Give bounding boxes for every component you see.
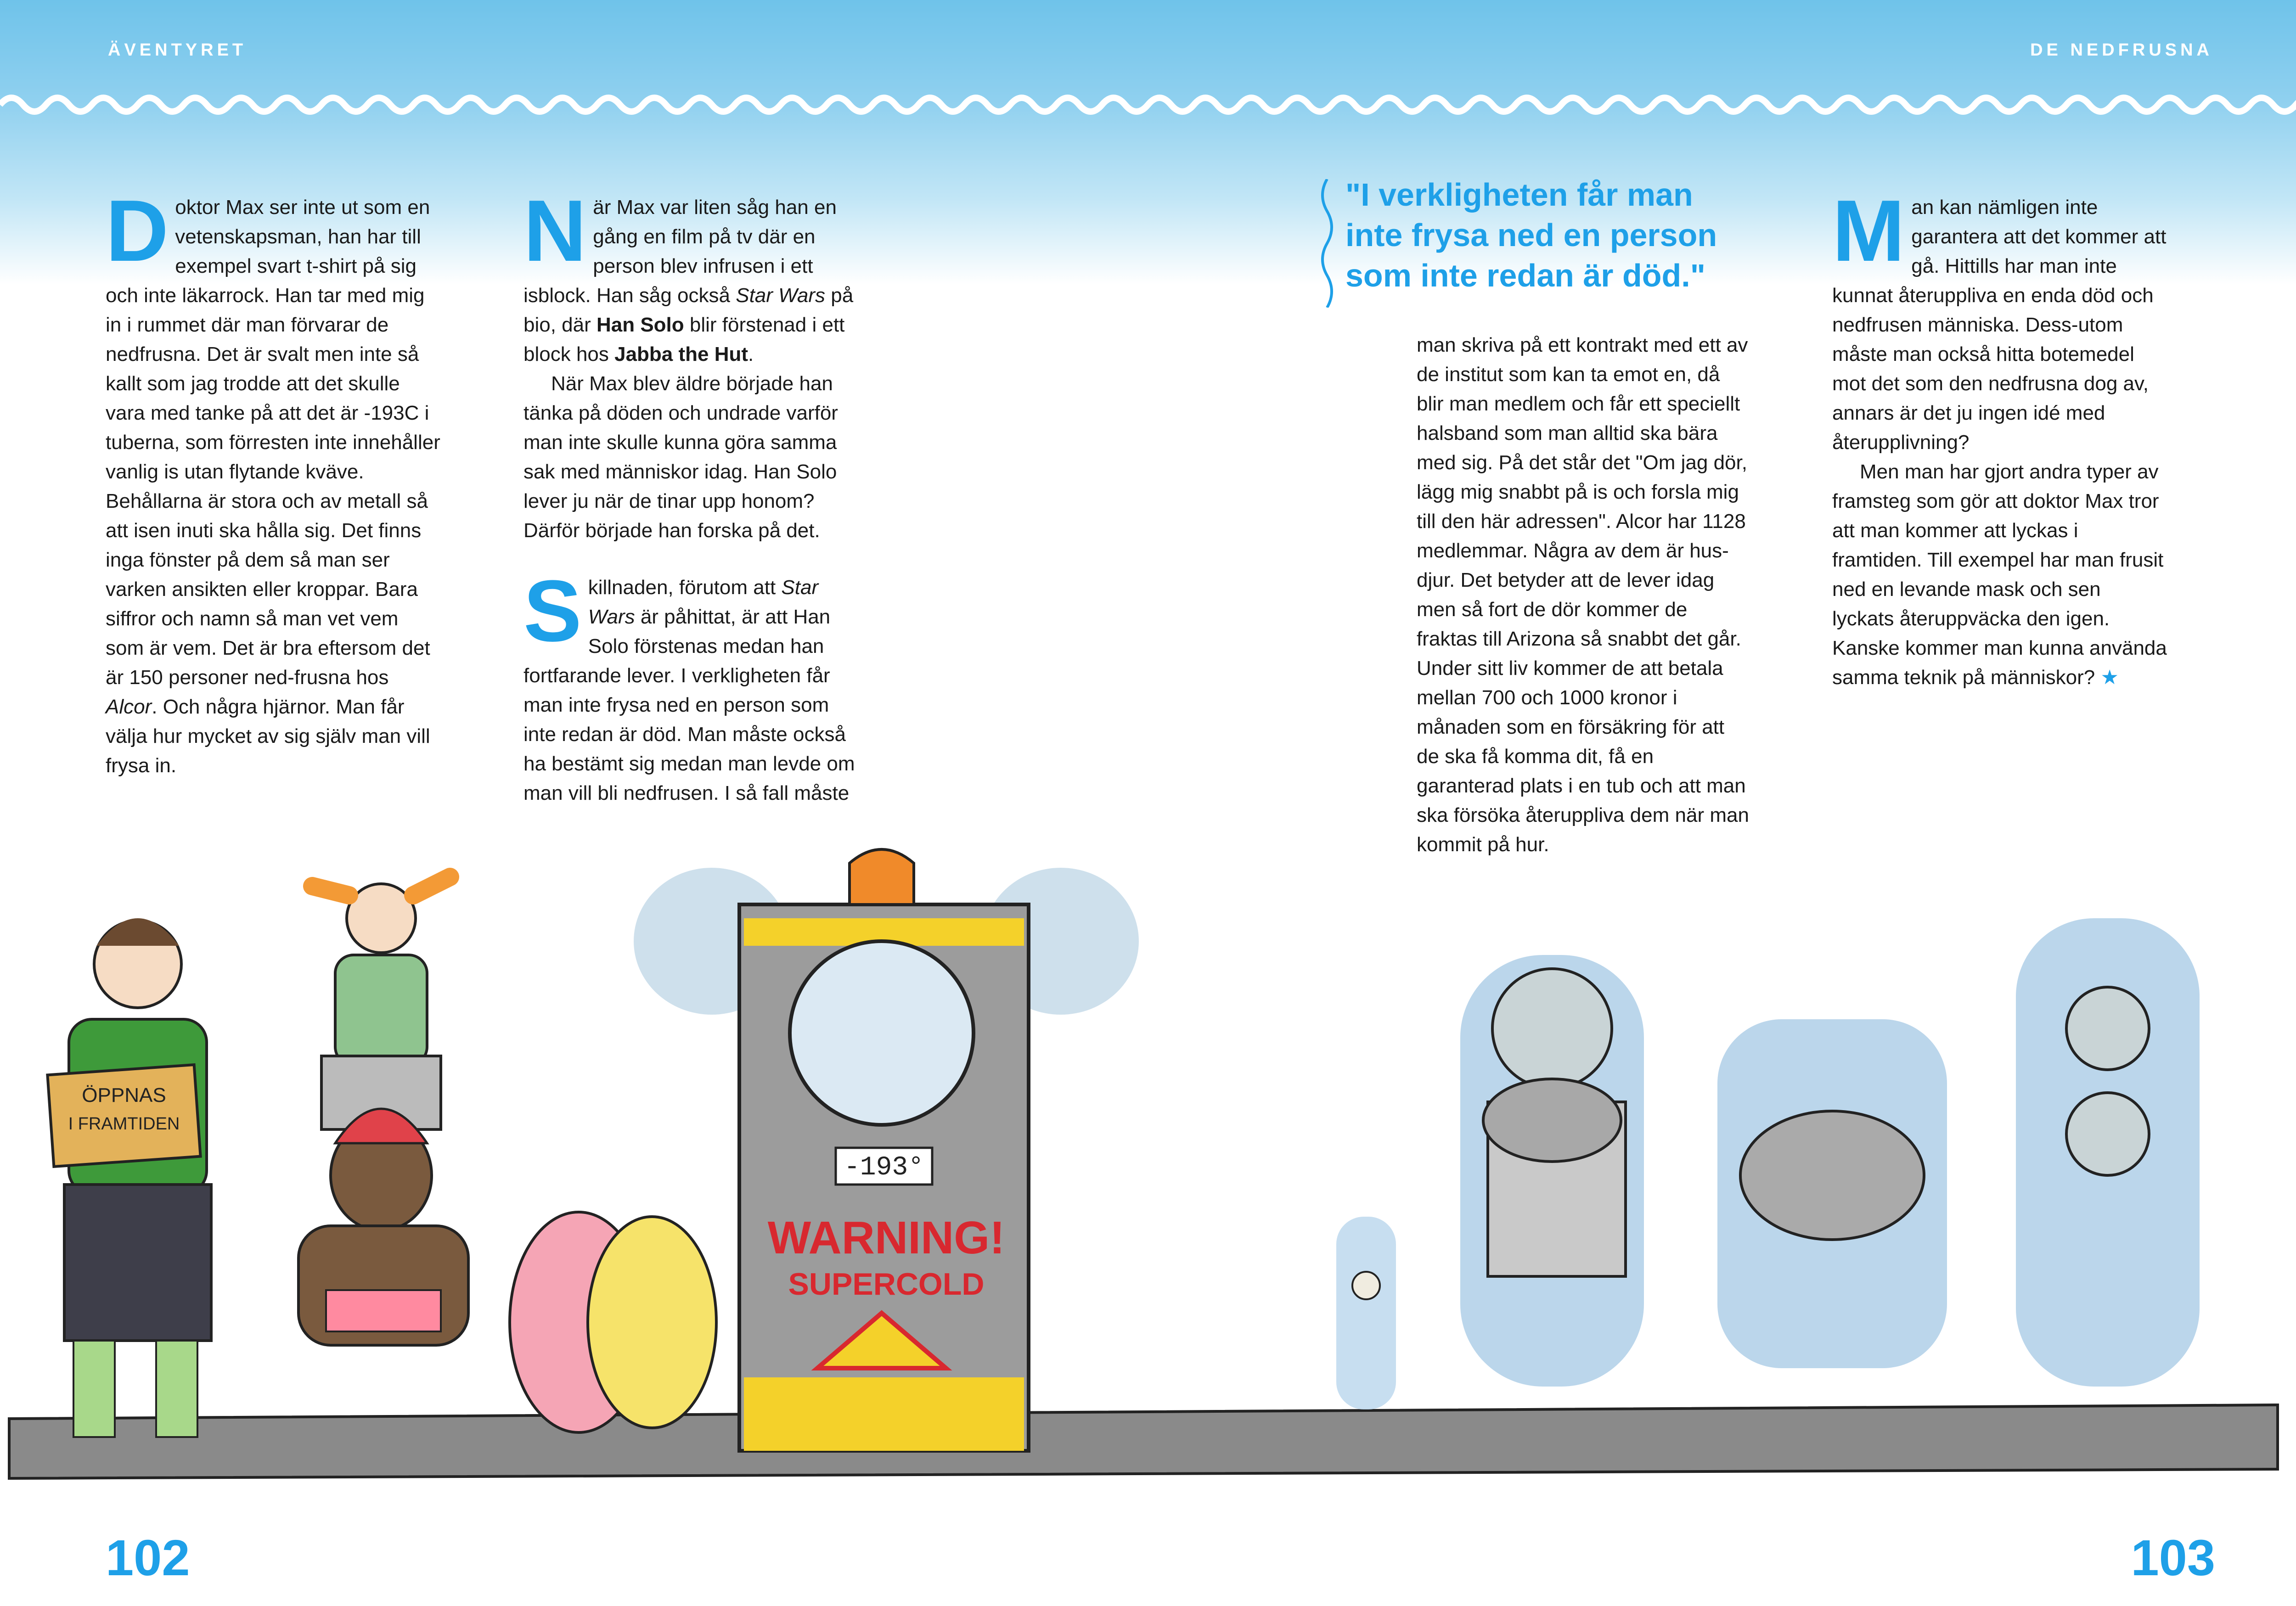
illustration — [0, 826, 2296, 1543]
body-text: . Och några hjärnor. Man får välja hur mycket av sig själv man vill frysa in. — [106, 696, 430, 777]
body-emphasis: Alcor — [106, 696, 152, 718]
box-label: ÖPPNAS — [82, 1084, 166, 1106]
paragraph: Men man har gjort andra typer av framsteg som gör att doktor Max tror att man kommer att lyckas i framtiden. Till exempel har man frusit ned en levande mask och sen lyckats återuppväcka den igen. Kanske kommer man kunna använda samma teknik på människor? — [1832, 460, 2167, 689]
warning-text: WARNING! — [767, 1212, 1005, 1263]
page-number-left: 102 — [106, 1530, 190, 1586]
box-label: I FRAMTIDEN — [68, 1114, 180, 1134]
frozen-camel-figure — [1717, 1019, 1947, 1368]
column-2 — [523, 182, 859, 808]
page-number-right: 103 — [2131, 1530, 2215, 1586]
running-header-left: ÄVENTYRET — [108, 40, 247, 60]
body-text: är Max var liten såg han en gång en film på tv där en person blev infrusen i ett isblock. Han såg också — [523, 196, 837, 307]
hugging-couple-figure — [510, 1212, 716, 1432]
paragraph: man skriva på ett kontrakt med ett av de institut som kan ta emot en, då blir man medlem och får ett speciellt halsband som man alltid ska bära med sig. På det står det "Om jag dör, lägg mig snabbt på is och forsla mig till den här adressen". Alcor har 1128 medlemmar. Några av dem är hus-djur. Det betyder att de lever idag men så fort de dör kommer de fraktas till Arizona så snabbt det går. Under sitt liv kommer de att betala mellan 700 och 1000 kronor i månaden som en försäkring för att de ska få komma dit, få en garanterad plats i en tub och att man ska försöka återuppliva dem när man kommit på hur. — [1417, 334, 1749, 856]
frozen-small-figure — [1336, 1217, 1396, 1409]
conveyor-belt — [9, 1405, 2278, 1478]
body-emphasis: Star Wars — [588, 576, 819, 628]
dropcap: M — [1832, 182, 1905, 280]
column-3 — [1417, 331, 1752, 859]
column-1 — [106, 182, 441, 781]
body-bold: Jabba the Hut — [614, 343, 748, 365]
warning-text: SUPERCOLD — [788, 1267, 985, 1302]
temperature-display: -193° — [844, 1153, 924, 1183]
paragraph: När Max blev äldre började han tänka på döden och undrade varför man inte skulle kunna göra samma sak med människor idag. Han Solo lever ju när de tinar upp honom? Därför började han forska på det. — [523, 372, 838, 542]
dropcap: N — [523, 182, 587, 280]
body-text: killnaden, förutom att — [588, 576, 782, 599]
dropcap: S — [523, 562, 582, 660]
pull-quote-text: "I verkligheten får man inte frysa ned en person som inte redan är död." — [1345, 177, 1717, 293]
wavy-line-icon — [1318, 179, 1336, 308]
rope-border — [0, 91, 2296, 118]
end-star-icon: ★ — [2100, 666, 2119, 689]
dropcap: D — [106, 182, 169, 280]
body-text: . — [748, 343, 754, 365]
body-text: på bio, där — [523, 284, 854, 336]
body-bold: Han Solo — [596, 314, 684, 336]
column-4 — [1832, 182, 2167, 692]
frozen-woman-with-pig-figure — [1460, 955, 1644, 1387]
body-text: oktor Max ser inte ut som en vetenskapsman, han har till exempel svart t-shirt på sig och inte läkarrock. Han tar med mig in i rummet där man förvarar de nedfrusna. Det är svalt men inte så kallt som jag trodde att det skulle vara med tanke på att det är -193C i tuberna, som förresten inte innehåller vanlig is utan flytande kväve. Behållarna är stora och av metall så att isen inuti ska hålla sig. Det finns inga fönster på dem så man ser varken ansikten eller kroppar. Bara siffror och namn så man vet vem som är vem. Det är bra eftersom det är 150 personer ned-frusna hos — [106, 196, 440, 689]
frozen-couple-figure — [2016, 918, 2200, 1387]
girl-and-strongman-figure — [298, 877, 468, 1345]
body-text: är påhittat, är att Han Solo förstenas medan han fortfarande lever. I verkligheten får man inte frysa ned en person som inte redan är död. Man måste också ha bestämt sig medan man levde om man vill bli nedfrusen. I så fall måste — [523, 606, 855, 804]
pull-quote — [1318, 174, 1731, 296]
body-text: an kan nämligen inte garantera att det kommer att gå. Hittills har man inte kunnat återuppliva en enda död och nedfrusen människa. Dess-utom måste man också hitta botemedel mot det som den nedfrusna dog av, annars är det ju ingen idé med återupplivning? — [1832, 196, 2167, 454]
man-with-box-figure — [47, 918, 211, 1437]
body-emphasis: Star Wars — [736, 284, 825, 307]
body-text: blir förstenad i ett block hos — [523, 314, 845, 365]
running-header-right: DE NEDFRUSNA — [2030, 40, 2213, 60]
